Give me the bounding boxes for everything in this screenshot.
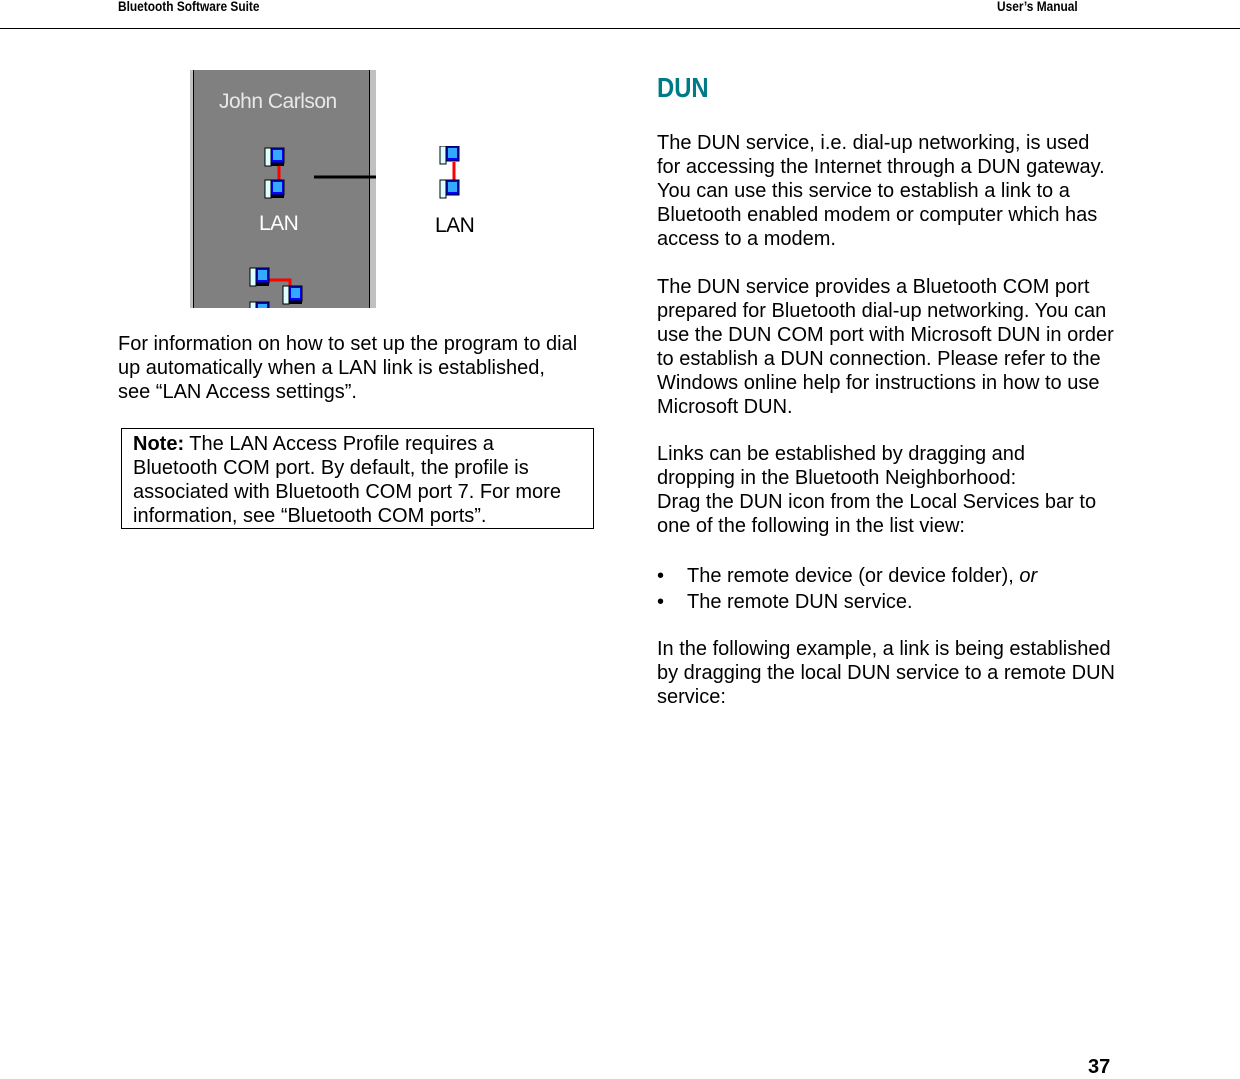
drag-paragraph-b: Drag the DUN icon from the Local Services bar to one of the following in the list view: [657, 491, 1097, 537]
drag-paragraph-a: Links can be established by dragging and dropping in the Bluetooth Neighborhood: [657, 443, 1026, 489]
bullet-mark: • [657, 565, 665, 587]
panel-title: John Carlson [219, 90, 337, 113]
remote-lan-icon[interactable] [436, 146, 472, 206]
note-text: The LAN Access Profile requires a Bluetooth COM port. By default, the profile is associated with Bluetooth COM port 7. For more information, see “Bluetooth COM ports”. [133, 433, 561, 527]
dun-intro-paragraph: The DUN service, i.e. dial-up networking, is used for accessing the Internet through a DUN gateway. You can use this service to establish a link to a Bluetooth enabled modem or computer which has access to a modem. [657, 132, 1105, 250]
header-title: Bluetooth Software Suite [118, 0, 260, 14]
local-lan-label: LAN [259, 212, 299, 235]
remote-lan-label: LAN [435, 214, 475, 237]
note-label: Note: [133, 433, 185, 455]
bullet-item [657, 564, 1037, 588]
bullet-item [657, 590, 913, 614]
note-box [121, 428, 594, 529]
bullet-text: The remote DUN service. [687, 591, 913, 613]
header-manual: User’s Manual [997, 0, 1078, 14]
lan-figure [190, 70, 376, 308]
example-paragraph: In the following example, a link is being established by dragging the local DUN service to a remote DUN service: [657, 638, 1115, 708]
bullet-emphasis: or [1019, 565, 1038, 587]
lan-group-icon[interactable] [250, 268, 302, 308]
page-number: 37 [1088, 1056, 1111, 1078]
lan-info-paragraph: For information on how to set up the program to dial up automatically when a LAN link is established, see “LAN Access settings”. [118, 333, 578, 403]
local-lan-icon[interactable] [265, 148, 284, 198]
bullet-text: The remote device (or device folder), [687, 565, 1020, 587]
dun-com-paragraph: The DUN service provides a Bluetooth COM port prepared for Bluetooth dial-up networking. You can use the DUN COM port with Microsoft DUN in order to establish a DUN connection. Please refer to the Windows online help for instructions in how to use Microsoft DUN. [657, 276, 1114, 418]
bullet-mark: • [657, 591, 665, 613]
header-rule [0, 28, 1240, 29]
section-heading-dun: DUN [657, 72, 709, 103]
drag-arrow-icon [314, 169, 376, 186]
